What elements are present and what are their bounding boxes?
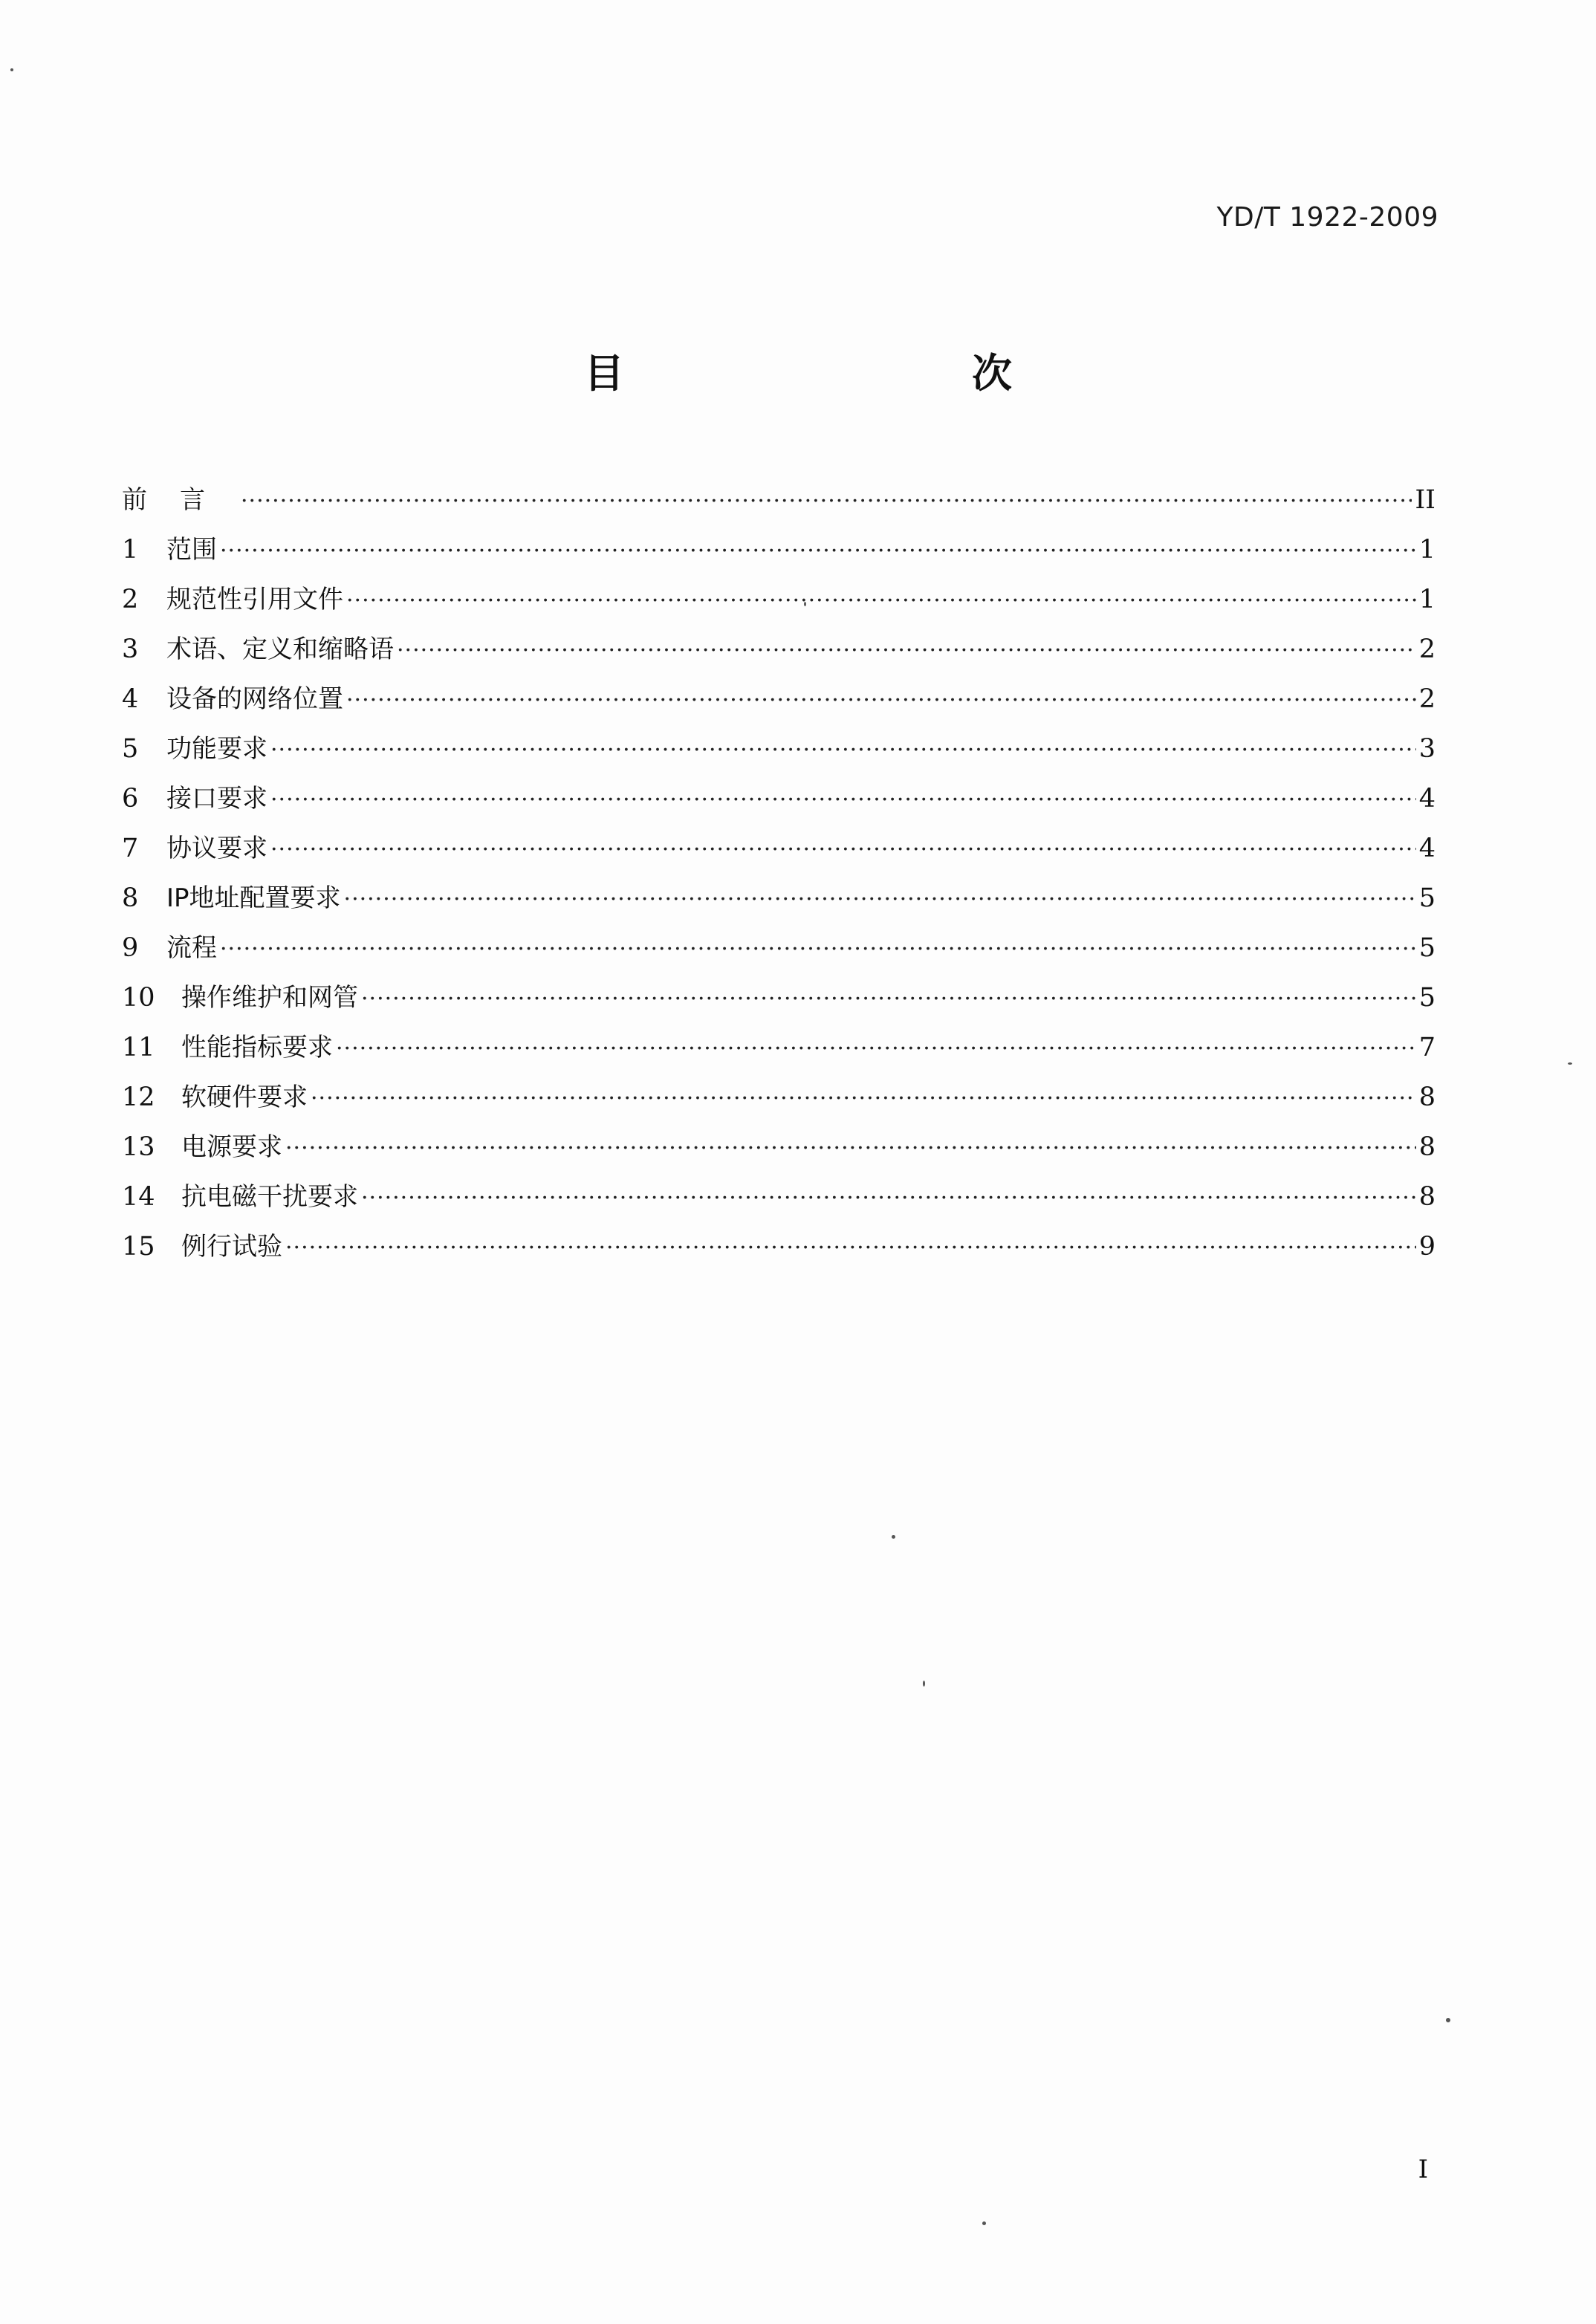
toc-entry-number: 15 <box>122 1232 155 1262</box>
toc-entry-number: 10 <box>122 983 155 1013</box>
toc-leader-dots <box>270 737 1416 763</box>
toc-entry-label: 抗电磁干扰要求 <box>181 1182 358 1212</box>
toc-entry[interactable] <box>122 629 1436 678</box>
scan-speck <box>982 2221 986 2225</box>
toc-leader-dots <box>397 637 1416 663</box>
toc-entry[interactable] <box>122 927 1436 977</box>
toc-entry[interactable] <box>122 877 1436 927</box>
scan-speck <box>1446 2018 1450 2022</box>
toc-entry-page: 5 <box>1418 883 1436 913</box>
toc-entry[interactable] <box>122 678 1436 728</box>
toc-entry-label: 软硬件要求 <box>181 1083 308 1112</box>
toc-entry-page: 9 <box>1418 1232 1436 1262</box>
toc-entry-page: 5 <box>1418 983 1436 1013</box>
toc-leader-dots <box>361 986 1416 1012</box>
toc-leader-dots <box>336 1036 1416 1062</box>
toc-entry-label: 术语、定义和缩略语 <box>166 634 394 664</box>
toc-entry[interactable] <box>122 1027 1436 1077</box>
toc-entry-number: 3 <box>122 634 139 664</box>
toc-leader-dots <box>346 588 1416 614</box>
toc-entry-page: 3 <box>1418 734 1436 764</box>
toc-entry-label: 协议要求 <box>166 834 267 863</box>
toc-entry-number: 12 <box>122 1083 155 1112</box>
toc-entry-page: 1 <box>1418 585 1436 614</box>
toc-leader-dots <box>344 886 1416 912</box>
standard-code: YD/T 1922-2009 <box>1216 202 1438 233</box>
toc-entry[interactable] <box>122 479 1436 529</box>
toc-title: 目 次 <box>584 350 1101 397</box>
toc-entry-number: 14 <box>122 1182 155 1212</box>
scan-speck <box>892 1535 895 1539</box>
toc-entry-page: 8 <box>1418 1182 1436 1212</box>
toc-leader-dots <box>285 1235 1416 1261</box>
toc-entry-label: 范围 <box>166 535 217 565</box>
toc-leader-dots <box>285 1135 1416 1161</box>
toc-entry-label: 性能指标要求 <box>181 1033 333 1062</box>
toc-entry[interactable] <box>122 1077 1436 1126</box>
toc-entry-number: 6 <box>122 784 139 814</box>
toc-entry-label: 设备的网络位置 <box>166 684 343 714</box>
toc-entry-label: 操作维护和网管 <box>181 983 358 1013</box>
toc-entry[interactable] <box>122 977 1436 1027</box>
scan-speck <box>804 602 806 606</box>
toc-entry-page: II <box>1415 485 1436 515</box>
toc-leader-dots <box>270 837 1416 863</box>
toc-entry-number: 2 <box>122 585 139 614</box>
toc-entry-number: 4 <box>122 684 139 714</box>
scan-speck <box>10 68 13 71</box>
toc-entry-label: 规范性引用文件 <box>166 585 343 614</box>
toc-entry-page: 2 <box>1418 634 1436 664</box>
toc-entry-number: 7 <box>122 834 139 863</box>
toc-entry[interactable] <box>122 529 1436 579</box>
toc-entry-page: 7 <box>1418 1033 1436 1062</box>
toc-leader-dots <box>241 488 1412 514</box>
toc-entry-page: 8 <box>1418 1083 1436 1112</box>
toc-entry[interactable] <box>122 1226 1436 1276</box>
toc-leader-dots <box>361 1185 1416 1211</box>
toc-entry-page: 4 <box>1418 784 1436 814</box>
toc-entry-page: 5 <box>1418 933 1436 963</box>
toc-entry-label: IP地址配置要求 <box>166 883 341 913</box>
toc-entry[interactable] <box>122 828 1436 877</box>
table-of-contents <box>122 479 1436 1276</box>
toc-entry-number: 1 <box>122 535 139 565</box>
toc-leader-dots <box>346 687 1416 713</box>
toc-leader-dots <box>220 936 1416 962</box>
toc-entry-label: 前言 <box>122 485 238 515</box>
toc-leader-dots <box>220 538 1416 564</box>
toc-entry[interactable] <box>122 728 1436 778</box>
toc-entry-number: 5 <box>122 734 139 764</box>
toc-entry[interactable] <box>122 778 1436 828</box>
page-number: I <box>1418 2155 1428 2184</box>
toc-entry-number: 9 <box>122 933 139 963</box>
toc-entry-page: 8 <box>1418 1132 1436 1162</box>
toc-entry-label: 电源要求 <box>181 1132 282 1162</box>
toc-entry-label: 例行试验 <box>181 1232 282 1262</box>
toc-entry-page: 4 <box>1418 834 1436 863</box>
toc-entry-number: 13 <box>122 1132 155 1162</box>
toc-entry-number: 8 <box>122 883 139 913</box>
toc-entry[interactable] <box>122 1126 1436 1176</box>
toc-entry-page: 2 <box>1418 684 1436 714</box>
toc-leader-dots <box>311 1085 1416 1111</box>
toc-leader-dots <box>270 787 1416 813</box>
scan-speck <box>1568 1062 1572 1065</box>
toc-entry[interactable] <box>122 579 1436 629</box>
toc-entry-label: 接口要求 <box>166 784 267 814</box>
toc-entry-page: 1 <box>1418 535 1436 565</box>
toc-entry[interactable] <box>122 1176 1436 1226</box>
scan-speck <box>923 1681 925 1687</box>
toc-entry-label: 功能要求 <box>166 734 267 764</box>
toc-entry-number: 11 <box>122 1033 155 1062</box>
toc-entry-label: 流程 <box>166 933 217 963</box>
